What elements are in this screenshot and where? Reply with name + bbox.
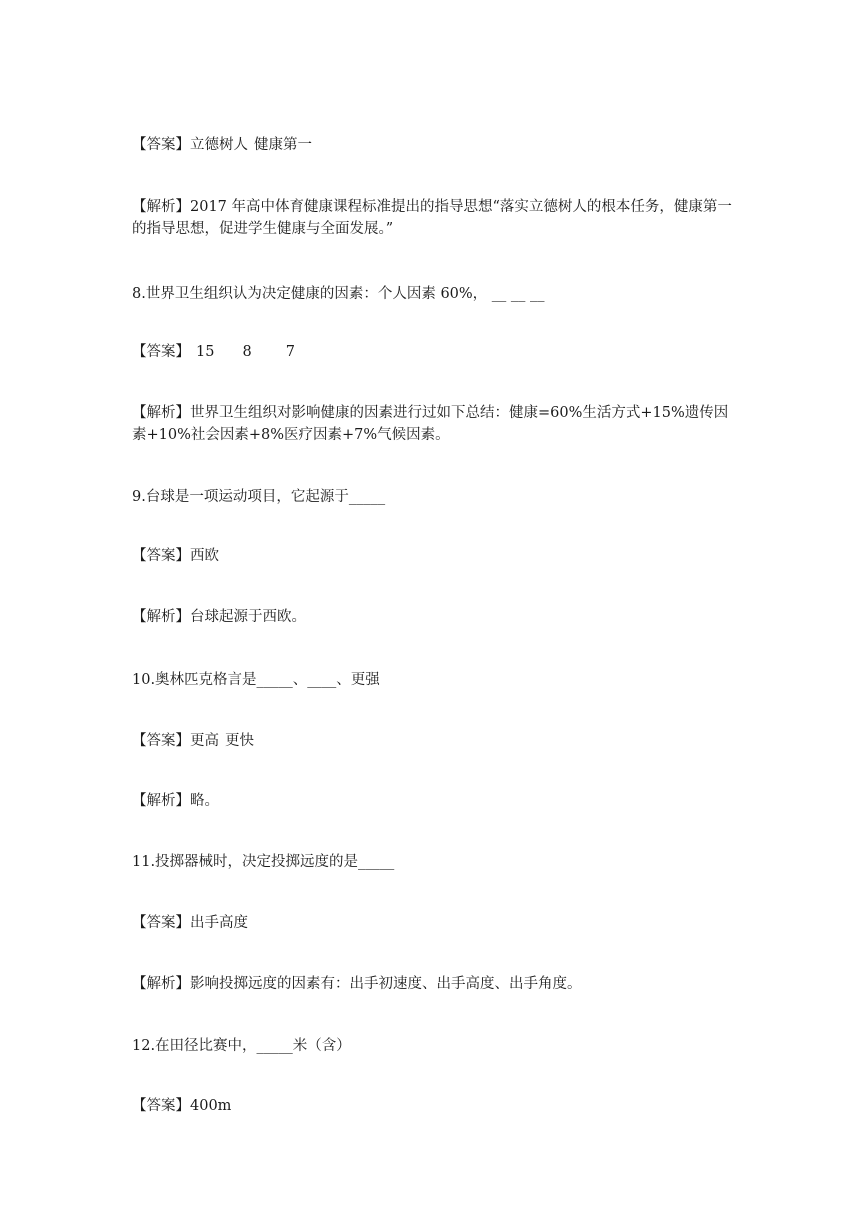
q8-analysis [132, 402, 742, 446]
analysis-label: 【解析】 [132, 793, 190, 809]
answer-label: 【答案】 [132, 344, 190, 360]
answer-value-3: 7 [285, 344, 295, 360]
answer-text-b: 健康第一 [254, 137, 312, 153]
q9-answer [132, 545, 219, 567]
q12-question: 12.在田径比赛中，_____米（含） [132, 1038, 351, 1054]
q10-answer [132, 730, 254, 752]
answer-label: 【答案】 [132, 548, 190, 564]
answer-text: 400m [190, 1098, 232, 1114]
answer-text-a: 更高 [190, 733, 219, 749]
analysis-label: 【解析】 [132, 199, 190, 215]
q12-answer [132, 1095, 231, 1117]
answer-text: 西欧 [190, 548, 219, 564]
q8-answer [132, 341, 295, 363]
answer-label: 【答案】 [132, 1098, 190, 1114]
q9-question: 9.台球是一项运动项目，它起源于_____ [132, 489, 386, 505]
analysis-text: 台球起源于西欧。 [190, 609, 306, 625]
q9-analysis [132, 606, 306, 628]
q7-answer [132, 134, 312, 156]
answer-label: 【答案】 [132, 137, 190, 153]
q11-question: 11.投掷器械时，决定投掷远度的是_____ [132, 854, 395, 870]
analysis-label: 【解析】 [132, 976, 190, 992]
q10-analysis [132, 790, 219, 812]
answer-text-a: 立德树人 [190, 137, 248, 153]
q11-answer [132, 912, 248, 934]
answer-label: 【答案】 [132, 915, 190, 931]
answer-value-2: 8 [242, 344, 252, 360]
answer-label: 【答案】 [132, 733, 190, 749]
analysis-text: 2017 年高中体育健康课程标准提出的指导思想“落实立德树人的根本任务，健康第一的指导思想，促进学生健康与全面发展。” [132, 199, 732, 237]
q11-analysis [132, 973, 582, 995]
analysis-text: 世界卫生组织对影响健康的因素进行过如下总结：健康=60%生活方式+15%遗传因素+10%社会因素+8%医疗因素+7%气候因素。 [132, 405, 729, 443]
answer-text: 出手高度 [190, 915, 248, 931]
analysis-text: 影响投掷远度的因素有：出手初速度、出手高度、出手角度。 [190, 976, 582, 992]
q7-analysis [132, 196, 742, 240]
answer-value-1: 15 [196, 344, 215, 360]
answer-text-b: 更快 [225, 733, 254, 749]
analysis-label: 【解析】 [132, 405, 190, 421]
analysis-label: 【解析】 [132, 609, 190, 625]
q10-question: 10.奥林匹克格言是_____、____、更强 [132, 672, 380, 688]
analysis-text: 略。 [190, 793, 219, 809]
q8-question: 8.世界卫生组织认为决定健康的因素：个人因素 60%， __ __ __ [132, 286, 545, 302]
